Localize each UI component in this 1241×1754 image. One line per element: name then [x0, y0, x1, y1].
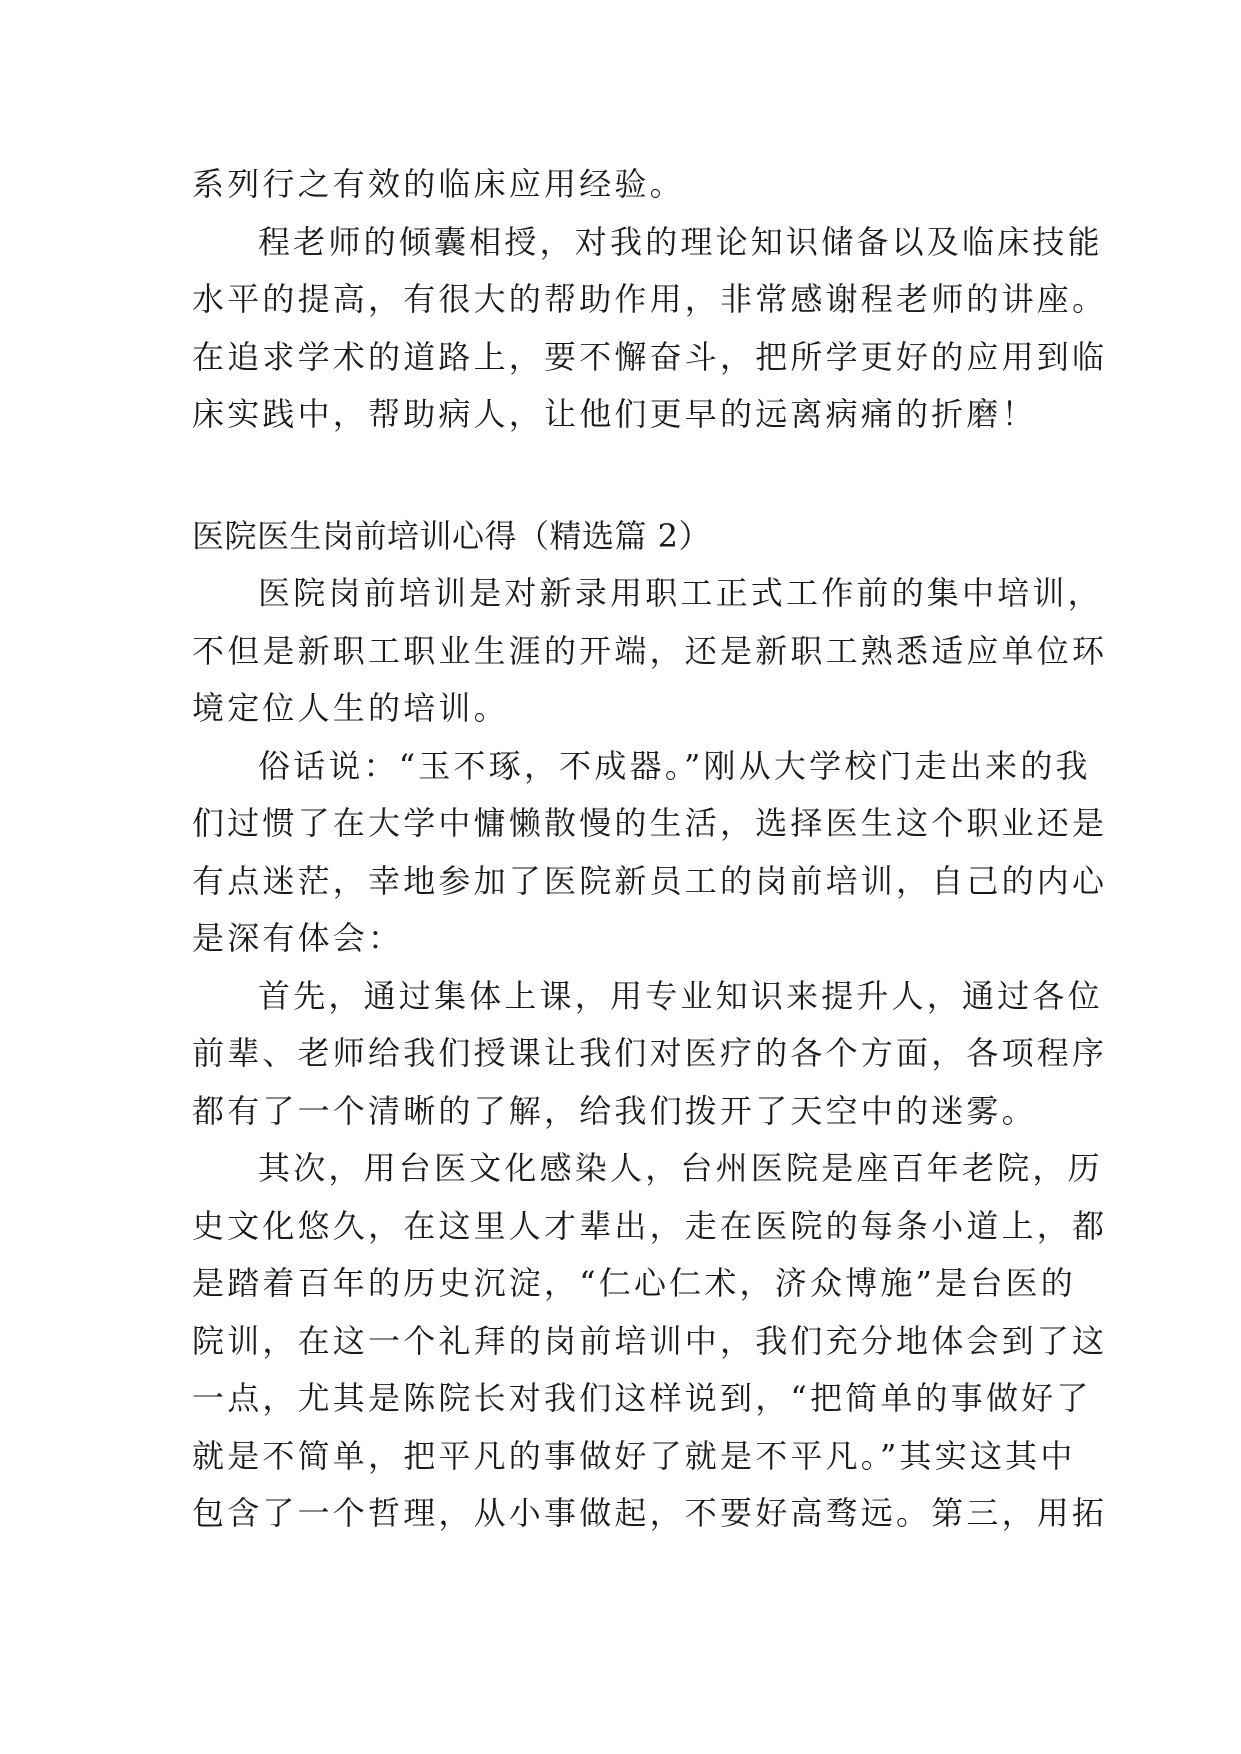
- paragraph-first-line: 程老师的倾囊相授，对我的理论知识储备以及临床技能: [258, 223, 1103, 261]
- text-line: 境定位人生的培训。: [192, 689, 509, 727]
- text-line: 是深有体会：: [192, 919, 404, 957]
- text-line: 水平的提高，有很大的帮助作用，非常感谢程老师的讲座。: [192, 280, 1108, 318]
- text-line: 不但是新职工职业生涯的开端，还是新职工熟悉适应单位环: [192, 632, 1108, 670]
- text-line: 就是不简单，把平凡的事做好了就是不平凡。”其实这其中: [192, 1437, 1076, 1475]
- section-heading: 医院医生岗前培训心得（精选篇 2）: [192, 517, 712, 555]
- paragraph-first-line: 俗话说：“玉不琢，不成器。”刚从大学校门走出来的我: [258, 747, 1091, 785]
- text-line: 在追求学术的道路上，要不懈奋斗，把所学更好的应用到临: [192, 338, 1108, 376]
- text-line: 床实践中，帮助病人，让他们更早的远离病痛的折磨！: [192, 395, 1037, 433]
- text-line: 是踏着百年的历史沉淀，“仁心仁术，济众博施”是台医的: [192, 1264, 1076, 1302]
- text-line: 一点，尤其是陈院长对我们这样说到，“把简单的事做好了: [192, 1379, 1092, 1417]
- paragraph-first-line: 医院岗前培训是对新录用职工正式工作前的集中培训，: [258, 574, 1103, 612]
- text-line: 系列行之有效的临床应用经验。: [192, 165, 685, 203]
- text-line: 们过惯了在大学中慵懒散慢的生活，选择医生这个职业还是: [192, 804, 1108, 842]
- text-line: 史文化悠久，在这里人才辈出，走在医院的每条小道上，都: [192, 1207, 1108, 1245]
- paragraph-first-line: 其次，用台医文化感染人，台州医院是座百年老院，历: [258, 1149, 1103, 1187]
- text-line: 前辈、老师给我们授课让我们对医疗的各个方面，各项程序: [192, 1034, 1108, 1072]
- text-line: 有点迷茫，幸地参加了医院新员工的岗前培训，自己的内心: [192, 862, 1108, 900]
- text-line: 都有了一个清晰的了解，给我们拨开了天空中的迷雾。: [192, 1092, 1037, 1130]
- text-line: 包含了一个哲理，从小事做起，不要好高骛远。第三，用拓: [192, 1494, 1108, 1532]
- paragraph-first-line: 首先，通过集体上课，用专业知识来提升人，通过各位: [258, 977, 1103, 1015]
- text-line: 院训，在这一个礼拜的岗前培训中，我们充分地体会到了这: [192, 1322, 1108, 1360]
